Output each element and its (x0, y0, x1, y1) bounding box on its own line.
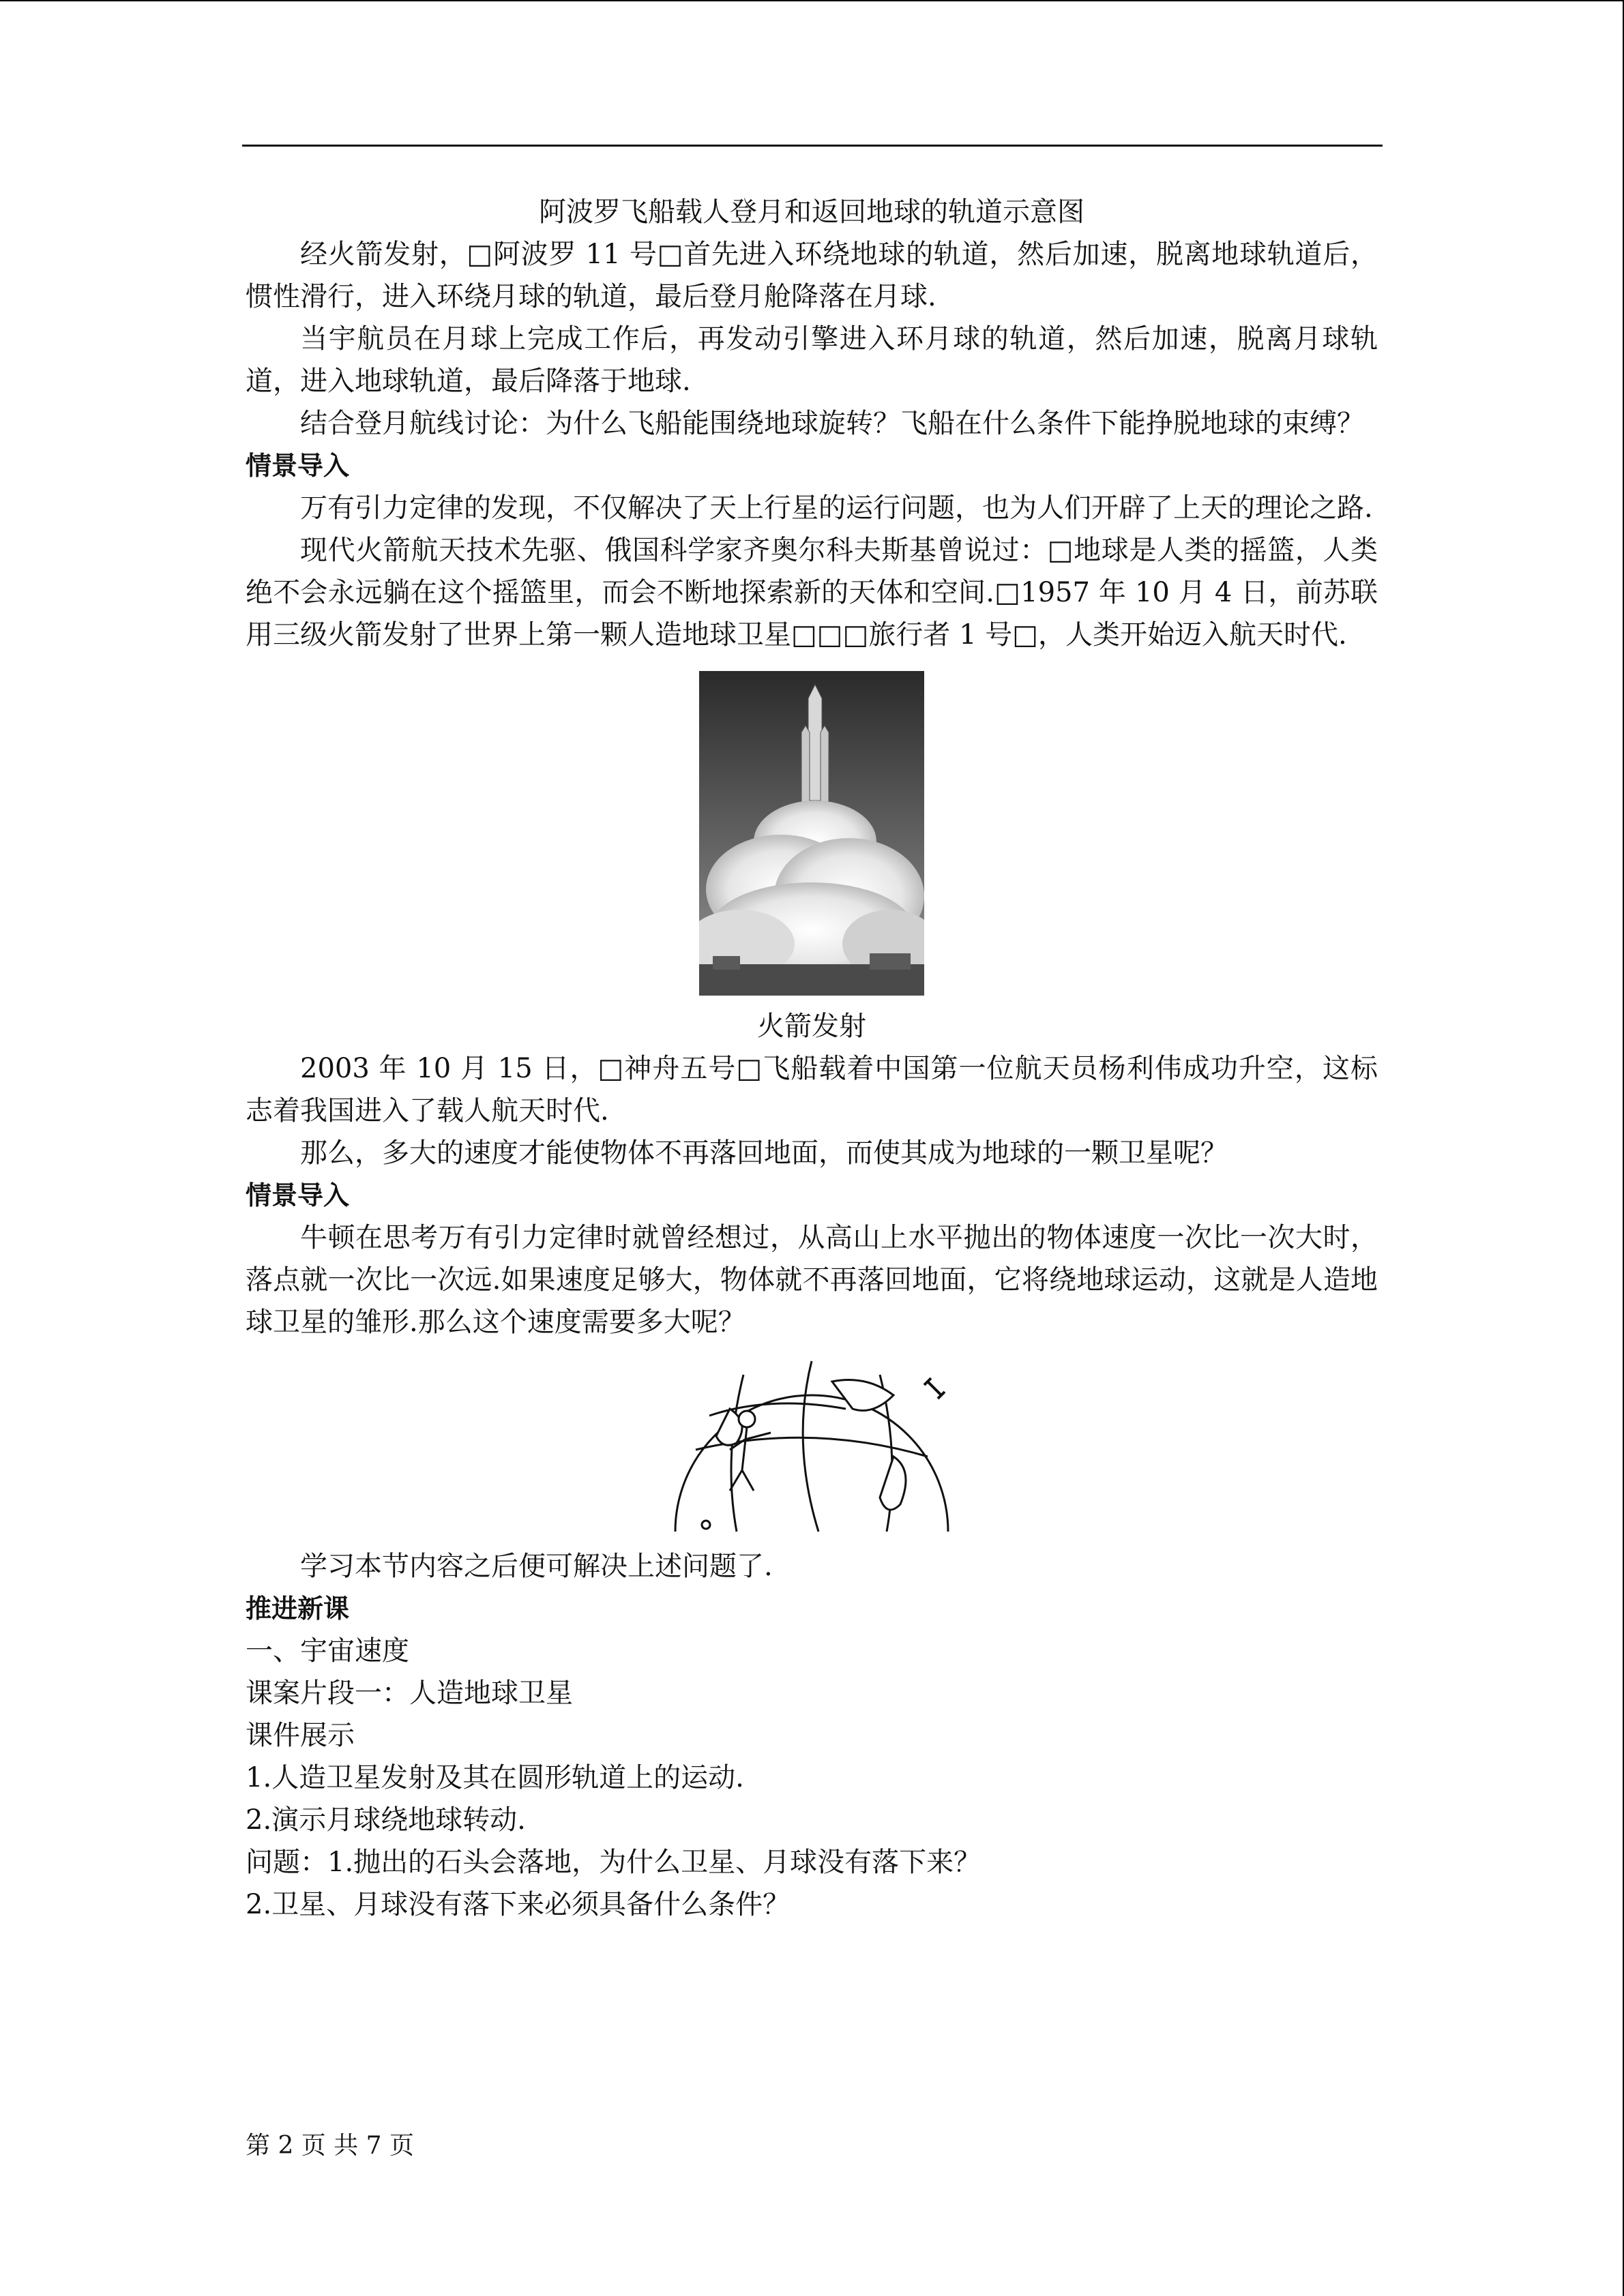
globe-figure (246, 1343, 1378, 1545)
paragraph: 现代火箭航天技术先驱、俄国科学家齐奥尔科夫斯基曾说过：□地球是人类的摇篮，人类绝不会永远躺在这个摇篮里，而会不断地探索新的天体和空间.□1957 年 10 月 4 日，前苏联用三级火箭发射了世界上第一颗人造地球卫星□□□旅行者 1 号□，人类开始迈入航天时代. (246, 535, 1378, 651)
list-line: 课案片段一：人造地球卫星 (246, 1678, 573, 1709)
section-heading: 推进新课 (246, 1594, 350, 1624)
rocket-launch-photo (699, 671, 924, 996)
header-rule (242, 145, 1383, 147)
paragraph: 当宇航员在月球上完成工作后，再发动引擎进入环月球的轨道，然后加速，脱离月球轨道，进入地球轨道，最后降落于地球. (246, 323, 1378, 397)
rocket-figure (246, 656, 1378, 1005)
paragraph: 经火箭发射，□阿波罗 11 号□首先进入环绕地球的轨道，然后加速，脱离地球轨道后，惯性滑行，进入环绕月球的轨道，最后登月舱降落在月球. (246, 239, 1378, 312)
list-line: 问题：1.抛出的石头会落地，为什么卫星、月球没有落下来？ (246, 1847, 981, 1878)
newton-globe-illustration (668, 1354, 955, 1538)
section-heading: 情景导入 (246, 1180, 350, 1210)
paragraph: 那么，多大的速度才能使物体不再落回地面，而使其成为地球的一颗卫星呢？ (300, 1137, 1228, 1169)
paragraph: 牛顿在思考万有引力定律时就曾经想过，从高山上水平抛出的物体速度一次比一次大时，落点就一次比一次远.如果速度足够大，物体就不再落回地面，它将绕地球运动，这就是人造地球卫星的雏形.那么这个速度需要多大呢？ (246, 1222, 1378, 1338)
paragraph: 2003 年 10 月 15 日，□神舟五号□飞船载着中国第一位航天员杨利伟成功升空，这标志着我国进入了载人航天时代. (246, 1053, 1378, 1127)
list-line: 1.人造卫星发射及其在圆形轨道上的运动. (246, 1762, 744, 1793)
list-line: 一、宇宙速度 (246, 1635, 409, 1667)
section-heading: 情景导入 (246, 451, 350, 481)
list-line: 2.卫星、月球没有落下来必须具备什么条件？ (246, 1889, 791, 1920)
list-line: 课件展示 (246, 1720, 355, 1751)
figure-caption-rocket: 火箭发射 (757, 1011, 866, 1042)
paragraph: 学习本节内容之后便可解决上述问题了. (300, 1551, 773, 1582)
paragraph: 结合登月航线讨论：为什么飞船能围绕地球旋转？飞船在什么条件下能挣脱地球的束缚？ (300, 408, 1364, 439)
page-footer: 第 2 页 共 7 页 (246, 2132, 415, 2160)
figure-caption-apollo: 阿波罗飞船载人登月和返回地球的轨道示意图 (539, 196, 1084, 228)
paragraph: 万有引力定律的发现，不仅解决了天上行星的运行问题，也为人们开辟了上天的理论之路. (300, 492, 1373, 524)
list-line: 2.演示月球绕地球转动. (246, 1804, 526, 1836)
document-body (246, 191, 1378, 1926)
